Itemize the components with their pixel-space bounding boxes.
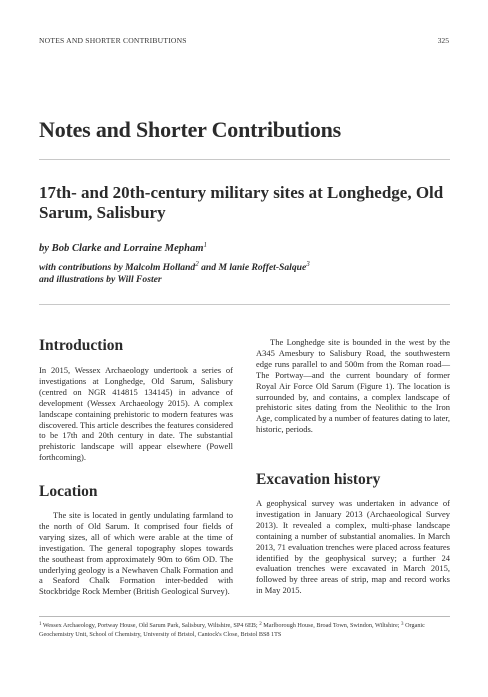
byline-author-names: Bob Clarke and Lorraine Mepham (51, 243, 204, 254)
excavation-paragraph: A geophysical survey was undertaken in advance of investigation in January 2013 (Archaeological Survey 2013). It revealed a complex, multi-phase landscape containing a number of substantial anomalies. In March 2013, 71 evaluation trenches were placed across features identified by the geophysical survey; a further 24 evaluation trenches were excavated in March 2015, followed by three areas of strip, map and record works in May 2015. (256, 498, 450, 596)
location-paragraph: The site is located in gently undulating farmland to the north of Old Sarum. It comprised four fields of varying sizes, all of which were arable at the time of investigation. The general topography slopes towards the southeast from approximately 90m to 66m OD. The underlying geology is a Newhaven Chalk Formation and a Seaford Chalk Formation inter-bedded with Stockbridge Rock Member (British Geological Survey). (39, 510, 233, 597)
footnote-mark: 2 (195, 260, 199, 268)
footnote-mark: 2 (259, 622, 262, 627)
footnote-mark: 3 (306, 260, 310, 268)
contrib-joiner: and (198, 262, 219, 273)
page-number: 325 (437, 36, 449, 45)
contrib-prefix: with contributions by (39, 262, 126, 273)
section-title: Notes and Shorter Contributions (39, 117, 342, 142)
heading-introduction: Introduction (39, 337, 124, 354)
heading-excavation-history: Excavation history (256, 471, 381, 488)
article-title: 17th- and 20th-century military sites at Longhedge, Old Sarum, Salisbury (39, 183, 444, 222)
footnote-divider (39, 616, 450, 617)
footnote-text: Organic Geochemistry Unit, School of Chemistry, University of Bristol, Cantock's Close, Bristol BS8 1TS (39, 622, 425, 639)
site-description-paragraph: The Longhedge site is bounded in the west by the A345 Amesbury to Salisbury Road, the southwestern edge runs parallel to and 500m from the Roman road—The Portway—and the current boundary of former Royal Air Force Old Sarum (Figure 1). The location is surrounded by, and contains, a complex landscape of prehistoric sites dating from the Neolithic to the Iron Age, complicated by a number of features dating to later, historic, periods. (256, 337, 450, 435)
footnote-mark: 3 (401, 622, 404, 627)
footnote-text: Wessex Archaeology, Portway House, Old Sarum Park, Salisbury, Wiltshire, SP4 6EB; (41, 622, 260, 629)
byline-illustrations: and illustrations by Will Foster (39, 274, 162, 285)
heading-location: Location (39, 483, 98, 500)
divider (39, 159, 450, 160)
footnote (39, 620, 450, 640)
running-head: NOTES AND SHORTER CONTRIBUTIONS (39, 36, 187, 45)
contrib-author-1: Malcolm Holland (125, 262, 196, 273)
footnote-mark: 1 (203, 241, 208, 249)
byline-prefix: by (39, 243, 52, 254)
footnote-text: Marlborough House, Broad Town, Swindon, Wiltshire; (261, 622, 402, 629)
byline-authors (39, 238, 450, 256)
contrib-author-2: M lanie Roffet-Salque (218, 262, 307, 273)
divider (39, 304, 450, 305)
introduction-paragraph: In 2015, Wessex Archaeology undertook a series of investigations at Longhedge, Old Sarum, Salisbury (centred on NGR 414815 134145) in advance of development (Wessex Archaeology 2015). A complex landscape containing prehistoric to modern features was discovered. This article describes the features considered to be 17th and 20th century in date. The substantial prehistoric landscape will appear elsewhere (Powell forthcoming). (39, 365, 233, 463)
footnote-mark: 1 (39, 622, 42, 627)
